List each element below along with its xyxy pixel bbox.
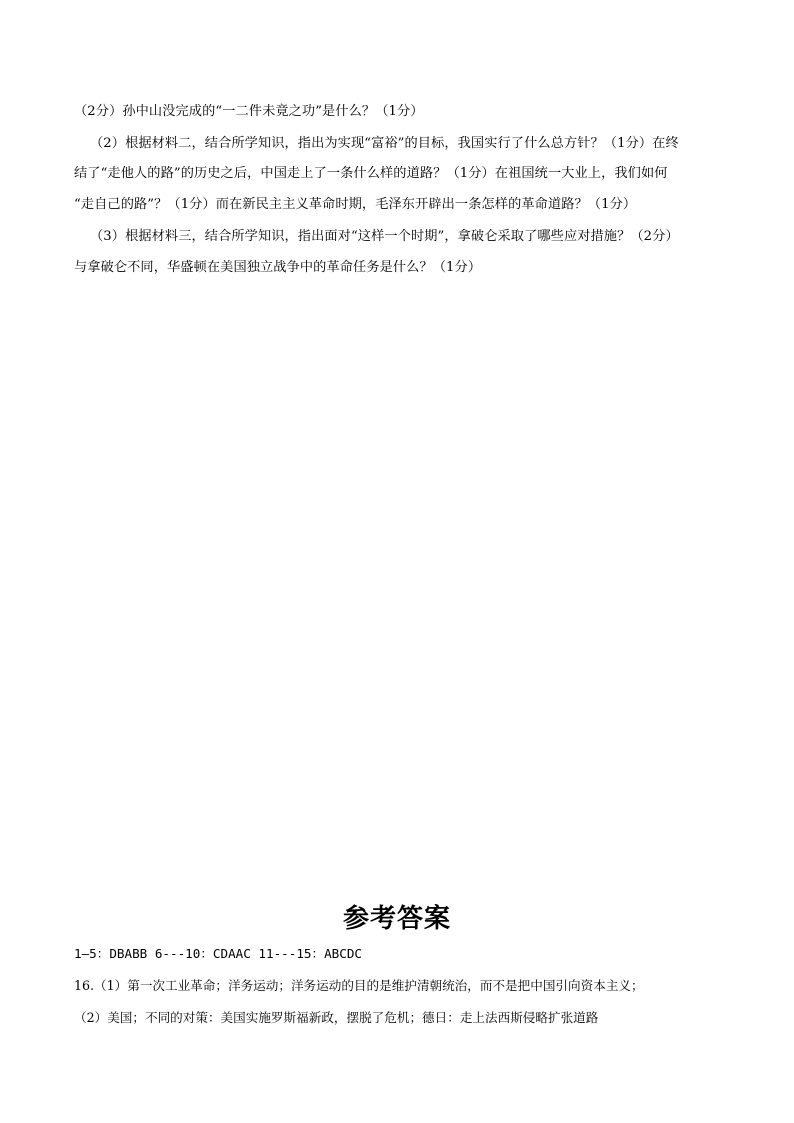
question-text-q2-line1: （2）根据材料二，结合所学知识，指出为实现“富裕”的目标，我国实行了什么总方针？（1分）在终 — [90, 136, 679, 151]
answers-title: 参考答案 — [342, 904, 451, 934]
question-text-q2-line3: “走自己的路”？（1分）而在新民主主义革命时期，毛泽东开辟出一条怎样的革命道路？（1分） — [74, 197, 637, 212]
question-text-q3-line2: 与拿破仑不同，华盛顿在美国独立战争中的革命任务是什么？（1分） — [74, 260, 482, 275]
answer-choice-line: 1—5：DBABB 6---10：CDAAC 11---15：ABCDC — [74, 946, 362, 961]
answer-16-part2: （2）美国；不同的对策：美国实施罗斯福新政，摆脱了危机；德日：走上法西斯侵略扩张道路 — [74, 1010, 599, 1025]
answer-16-part1: 16.（1）第一次工业革命；洋务运动；洋务运动的目的是维护清朝统治，而不是把中国引向资本主义； — [74, 978, 644, 993]
question-text-q2-line2: 结了“走他人的路”的历史之后，中国走上了一条什么样的道路？（1分）在祖国统一大业上，我们如何 — [74, 166, 668, 181]
question-text-q1-part2: （2分）孙中山没完成的“一二件未竟之功”是什么？（1分） — [74, 104, 424, 119]
question-text-q3-line1: （3）根据材料三，结合所学知识，指出面对“这样一个时期”，拿破仑采取了哪些应对措施？（2分） — [90, 229, 679, 244]
